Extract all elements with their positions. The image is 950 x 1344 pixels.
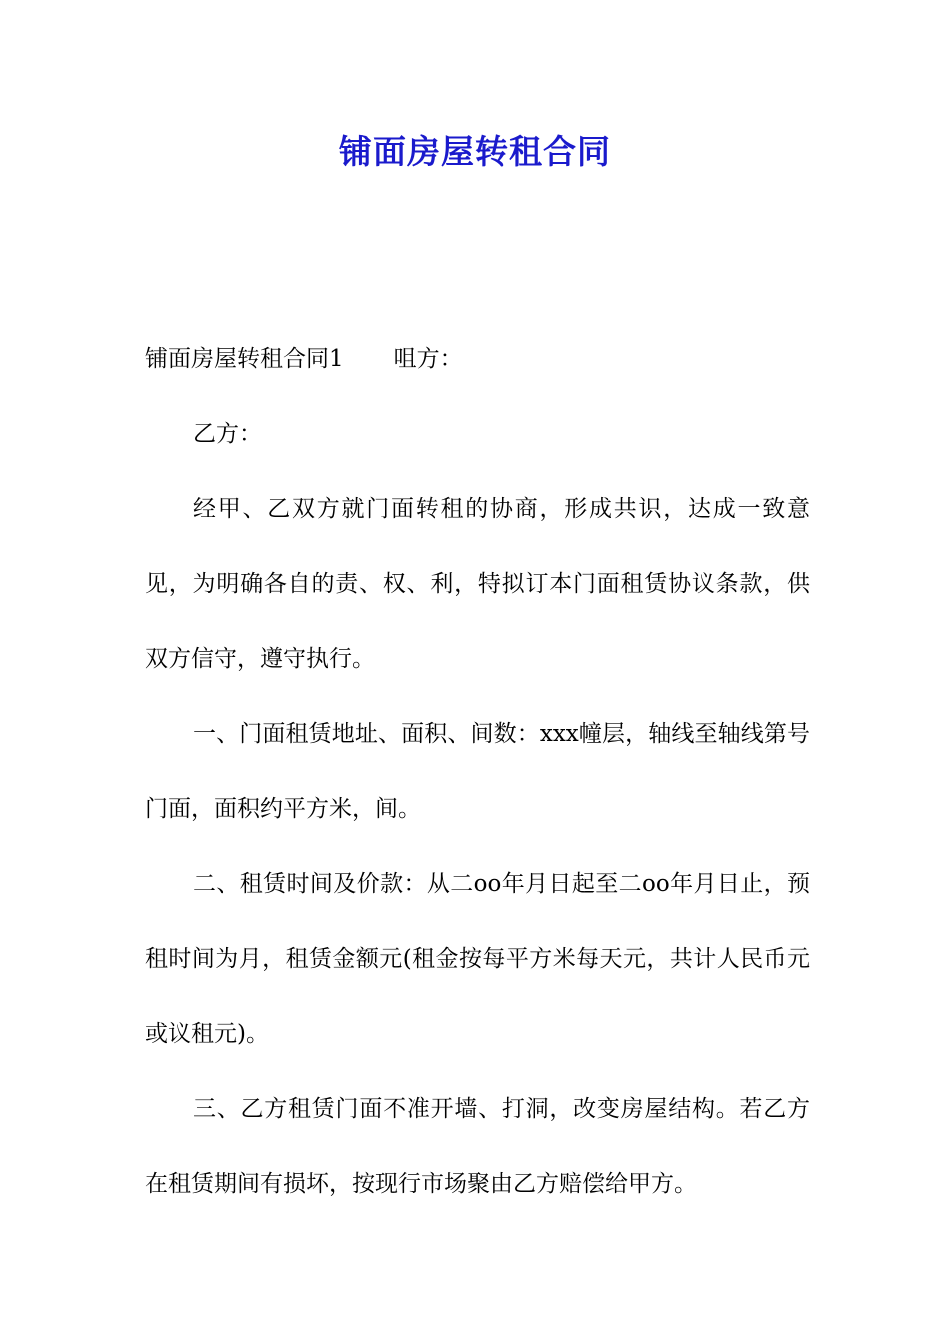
paragraph-clause-3: 三、乙方租赁门面不准开墙、打洞，改变房屋结构。若乙方在租赁期间有损坏，按现行市场聚由乙方赔偿给甲方。 [145,1096,810,1197]
contract-label: 铺面房屋转租合同1 [145,346,344,372]
document-body [145,322,810,1222]
party-b-label: 乙方： [193,421,262,447]
document-title: 铺面房屋转租合同 [339,132,611,171]
party-a-label: 咀方： [393,346,463,372]
paragraph-intro: 经甲、乙双方就门面转租的协商，形成共识，达成一致意见，为明确各自的责、权、利，特拟订本门面租赁协议条款，供双方信守，遵守执行。 [145,496,810,672]
heading-line [145,322,810,397]
paragraph-clause-2: 二、租赁时间及价款：从二oo年月日起至二oo年月日止，预租时间为月，租赁金额元(租金按每平方米每天元，共计人民币元或议租元)。 [145,871,810,1047]
paragraph-clause-1: 一、门面租赁地址、面积、间数：xxx幢层，轴线至轴线第号门面，面积约平方米，间。 [145,721,810,822]
